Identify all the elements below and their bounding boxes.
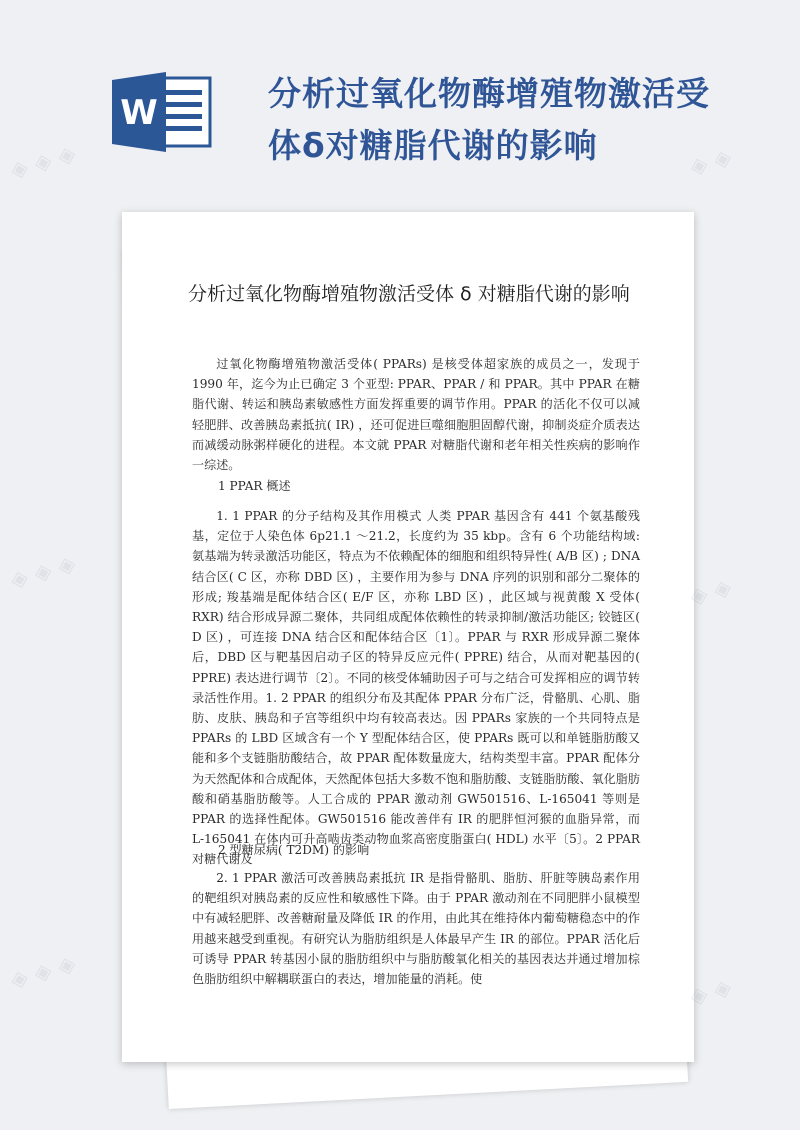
document-title: 分析过氧化物酶增殖物激活受体 δ 对糖脂代谢的影响	[188, 283, 630, 305]
watermark-mark: ◈ ◈ ◈	[7, 141, 79, 184]
watermark-mark: ◈ ◈	[687, 144, 735, 181]
word-document-icon	[112, 72, 216, 156]
section-2-heading: 2 型糖尿病( T2DM) 的影响	[218, 843, 370, 857]
header-banner	[0, 0, 800, 200]
watermark-mark: ◈ ◈	[687, 974, 735, 1011]
watermark-mark: ◈ ◈ ◈	[7, 951, 79, 994]
watermark-mark: ◈ ◈	[687, 574, 735, 611]
section-2-paragraph: 2. 1 PPAR 激活可改善胰岛素抵抗 IR 是指骨骼肌、脂肪、肝脏等胰岛素作用的靶组织对胰岛素的反应性和敏感性下降。由于 PPAR 激动剂在不同肥胖小鼠模型中有减轻肥胖、改善糖耐量及降低 IR 的作用，由此其在维持体内葡萄糖稳态中的作用越来越受到重视。有研究认为脂肪组织是人体最早产生 IR 的部位。PPAR 活化后可诱导 PPAR 转基因小鼠的脂肪组织中与脂肪酸氧化相关的基因表达并通过增加棕色脂肪组织中解耦联蛋白的表达，增加能量的消耗。使	[192, 871, 640, 987]
document-page	[122, 212, 694, 1062]
intro-paragraph: 过氧化物酶增殖物激活受体( PPARs) 是核受体超家族的成员之一，发现于 1990 年，迄今为止已确定 3 个亚型: PPAR、PPAR / 和 PPAR。其中 PPAR 在糖脂代谢、转运和胰岛素敏感性方面发挥重要的调节作用。PPAR 的活化不仅可以减轻肥胖、改善胰岛素抵抗( IR) ，还可促进巨噬细胞胆固醇代谢，抑制炎症介质表达而减缓动脉粥样硬化的进程。本文就 PPAR 对糖脂代谢和老年相关性疾病的影响作一综述。	[192, 357, 640, 473]
watermark-mark: ◈ ◈ ◈	[7, 551, 79, 594]
section-1-heading: 1 PPAR 概述	[218, 479, 291, 493]
svg-text:W: W	[120, 93, 158, 133]
header-title: 分析过氧化物酶增殖物激活受体δ对糖脂代谢的影响	[268, 74, 710, 165]
section-1-paragraph: 1. 1 PPAR 的分子结构及其作用模式 人类 PPAR 基因含有 441 个氨基酸残基，定位于人染色体 6p21.1 ～21.2，长度约为 35 kbp。含有 6 个功能结构域: 氨基端为转录激活功能区，特点为不依赖配体的细胞和组织特异性( A/B 区) ; DNA 结合区( C 区，亦称 DBD 区) ，主要作用为参与 DNA 序列的识别和部分二聚体的形成; 羧基端是配体结合区( E/F 区，亦称 LBD 区) ，此区域与视黄酸 X 受体( RXR) 结合形成异源二聚体，共同组成配体依赖性的转录抑制/激活功能区; 铰链区( D 区) ，可连接 DNA 结合区和配体结合区〔1〕。PPAR 与 RXR 形成异源二聚体后，DBD 区与靶基因启动子区的特异反应元件( PPRE) 结合，从而对靶基因的( PPRE) 表达进行调节〔2〕。不同的核受体辅助因子可与之结合可发挥相应的调节转录活性作用。1. 2 PPAR 的组织分布及其配体 PPAR 分布广泛，骨骼肌、心肌、脂肪、皮肤、胰岛和子宫等组织中均有较高表达。因 PPARs 家族的一个共同特点是 PPARs 的 LBD 区域含有一个 Y 型配体结合区，使 PPARs 既可以和单链脂肪酸又能和多个支链脂肪酸结合，故 PPAR 配体数量庞大，结构类型丰富。PPAR 配体分为天然配体和合成配体，天然配体包括大多数不饱和脂肪酸、支链脂肪酸、氧化脂肪酸和硝基脂肪酸等。人工合成的 PPAR 激动剂 GW501516、L-165041 等则是 PPAR 的选择性配体。GW501516 能改善伴有 IR 的肥胖恒河猴的血脂异常，而 L-165041 在体内可升高啮齿类动物血浆高密度脂蛋白( HDL) 水平〔5〕。2 PPAR 对糖代谢及	[192, 509, 640, 867]
